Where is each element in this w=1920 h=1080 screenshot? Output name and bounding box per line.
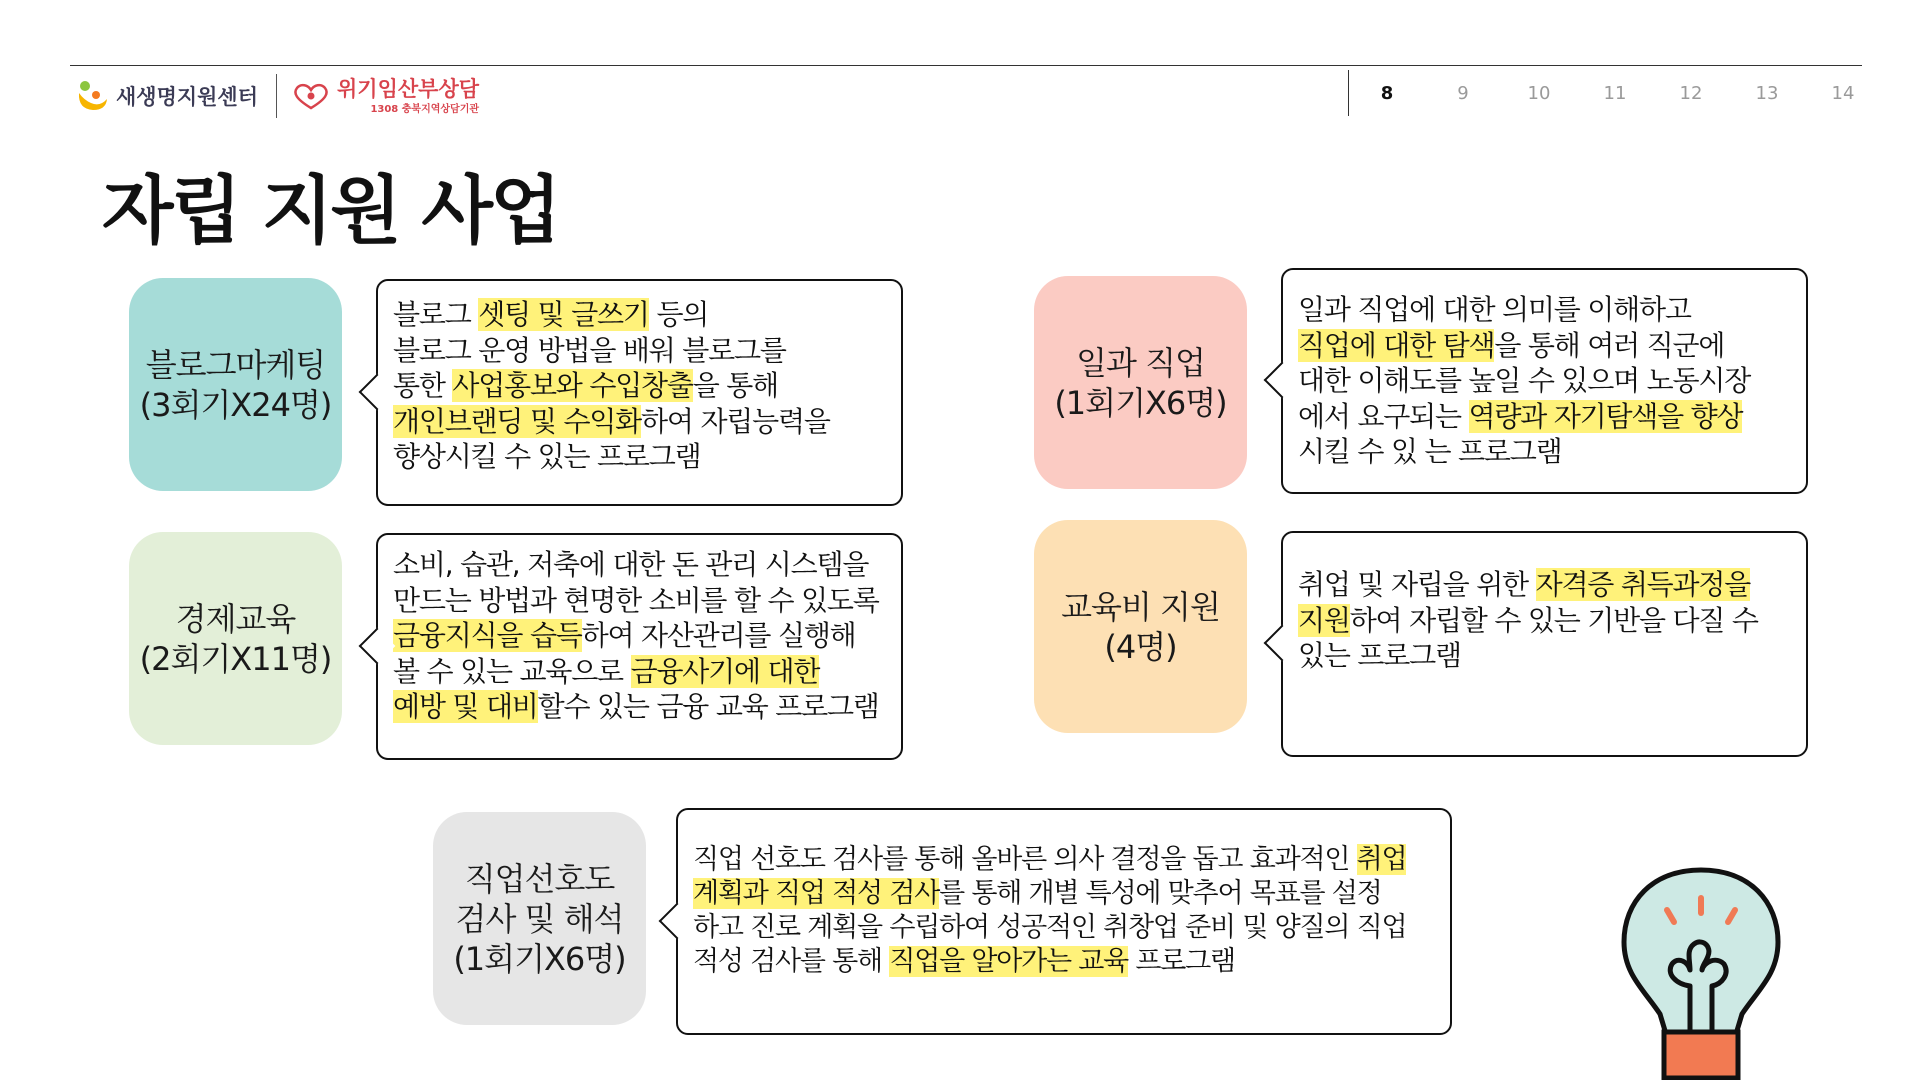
desc-text: 만드는 방법과 현명한 소비를 할 수 있도록 xyxy=(393,583,879,617)
desc-text: 취업 및 자립을 위한 xyxy=(1298,568,1536,601)
logo-a-text: 새생명지원센터 xyxy=(116,85,259,109)
desc-text: 하고 진로 계획을 수립하여 성공적인 취창업 준비 및 양질의 직업 xyxy=(693,912,1407,943)
highlighted-text: 예방 및 대비 xyxy=(393,690,538,723)
desc-text: 향상시킬 수 있는 프로그램 xyxy=(393,440,701,473)
logo-b-sub: 1308 충북지역상담기관 xyxy=(370,103,480,115)
highlighted-text: 셋팅 및 글쓰기 xyxy=(478,298,649,331)
desc-text: 하여 자립능력을 xyxy=(641,404,830,438)
desc-text: 에서 요구되는 xyxy=(1298,399,1469,433)
page-number-13[interactable]: 13 xyxy=(1755,82,1779,104)
desc-text: 일과 직업에 대한 의미를 이해하고 xyxy=(1298,293,1691,326)
desc-text: 프로그램 xyxy=(1128,946,1235,977)
desc-text: 등의 xyxy=(648,298,709,331)
program-label-blog-marketing xyxy=(129,278,342,491)
program-label-text: 블로그마케팅 (3회기X24명) xyxy=(139,345,332,424)
desc-text: 볼 수 있는 교육으로 xyxy=(393,654,631,688)
header-rule xyxy=(70,65,1862,66)
desc-text: 를 통해 개별 특성에 맞추어 목표를 설정 xyxy=(939,878,1382,909)
desc-text: 적성 검사를 통해 xyxy=(693,946,890,977)
program-label-text: 직업선호도 검사 및 해석 (1회기X6명) xyxy=(453,859,626,978)
logo-b-name: 위기임산부상담 xyxy=(337,76,480,101)
desc-text: 을 통해 여러 직군에 xyxy=(1494,328,1725,362)
desc-text: 소비, 습관, 저축에 대한 돈 관리 시스템을 xyxy=(393,548,869,581)
highlighted-text: 취업 xyxy=(1356,844,1407,875)
logo-divider xyxy=(276,74,277,118)
highlighted-text: 직업을 알아가는 교육 xyxy=(889,946,1129,977)
highlighted-text: 사업홍보와 수입창출 xyxy=(452,369,693,402)
page-number-9[interactable]: 9 xyxy=(1457,82,1469,104)
desc-text: 하여 자산관리를 실행해 xyxy=(581,619,856,652)
program-label-text: 교육비 지원 (4명) xyxy=(1061,587,1220,666)
heart-mother-logo-icon xyxy=(291,81,331,111)
highlighted-text: 개인브랜딩 및 수익화 xyxy=(393,404,642,438)
program-desc-blog-marketing xyxy=(376,279,903,506)
page-number-11[interactable]: 11 xyxy=(1603,82,1627,104)
program-desc-tuition-support xyxy=(1281,531,1808,757)
program-desc-job-preference xyxy=(676,808,1452,1035)
program-label-job-preference xyxy=(433,812,646,1025)
highlighted-text: 금융지식을 습득 xyxy=(393,619,582,652)
desc-text: 있는 프로그램 xyxy=(1298,639,1461,672)
desc-text: 하여 자립할 수 있는 기반을 다질 수 xyxy=(1349,603,1758,637)
highlighted-text: 계획과 직업 적성 검사 xyxy=(693,878,940,909)
program-label-economics xyxy=(129,532,342,745)
desc-text: 을 통해 xyxy=(692,369,778,402)
page-number-12[interactable]: 12 xyxy=(1679,82,1703,104)
desc-text: 시킬 수 있 는 프로그램 xyxy=(1298,435,1562,468)
logo-1308 xyxy=(291,78,479,115)
program-desc-economics xyxy=(376,533,903,760)
desc-text: 통한 xyxy=(393,369,453,402)
highlighted-text: 지원 xyxy=(1298,603,1350,637)
page-number-14[interactable]: 14 xyxy=(1831,82,1855,104)
page-navigation xyxy=(1348,70,1881,116)
highlighted-text: 자격증 취득과정을 xyxy=(1535,568,1751,601)
logo-saesaengmyeong xyxy=(76,79,258,113)
page-number-8[interactable]: 8 xyxy=(1380,82,1394,104)
highlighted-text: 직업에 대한 탐색 xyxy=(1298,328,1495,362)
desc-text: 블로그 xyxy=(393,298,479,331)
desc-text: 대한 이해도를 높일 수 있으며 노동시장 xyxy=(1298,364,1751,397)
mother-child-logo-icon xyxy=(76,79,110,113)
program-label-work-and-job xyxy=(1034,276,1247,489)
program-label-text: 경제교육 (2회기X11명) xyxy=(139,599,332,678)
program-label-text: 일과 직업 (1회기X6명) xyxy=(1054,343,1227,422)
highlighted-text: 금융사기에 대한 xyxy=(630,654,820,688)
desc-text: 할수 있는 금융 교육 프로그램 xyxy=(537,690,879,723)
page-title: 자립 지원 사업 xyxy=(102,168,559,254)
desc-text: 블로그 운영 방법을 배워 블로그를 xyxy=(393,333,786,367)
light-bulb-icon xyxy=(1616,866,1786,1080)
header-logos xyxy=(76,76,479,116)
program-desc-work-and-job xyxy=(1281,268,1808,494)
program-label-tuition-support xyxy=(1034,520,1247,733)
page-number-10[interactable]: 10 xyxy=(1527,82,1551,104)
desc-text: 직업 선호도 검사를 통해 올바른 의사 결정을 돕고 효과적인 xyxy=(693,844,1357,875)
highlighted-text: 역량과 자기탐색을 향상 xyxy=(1468,399,1743,433)
